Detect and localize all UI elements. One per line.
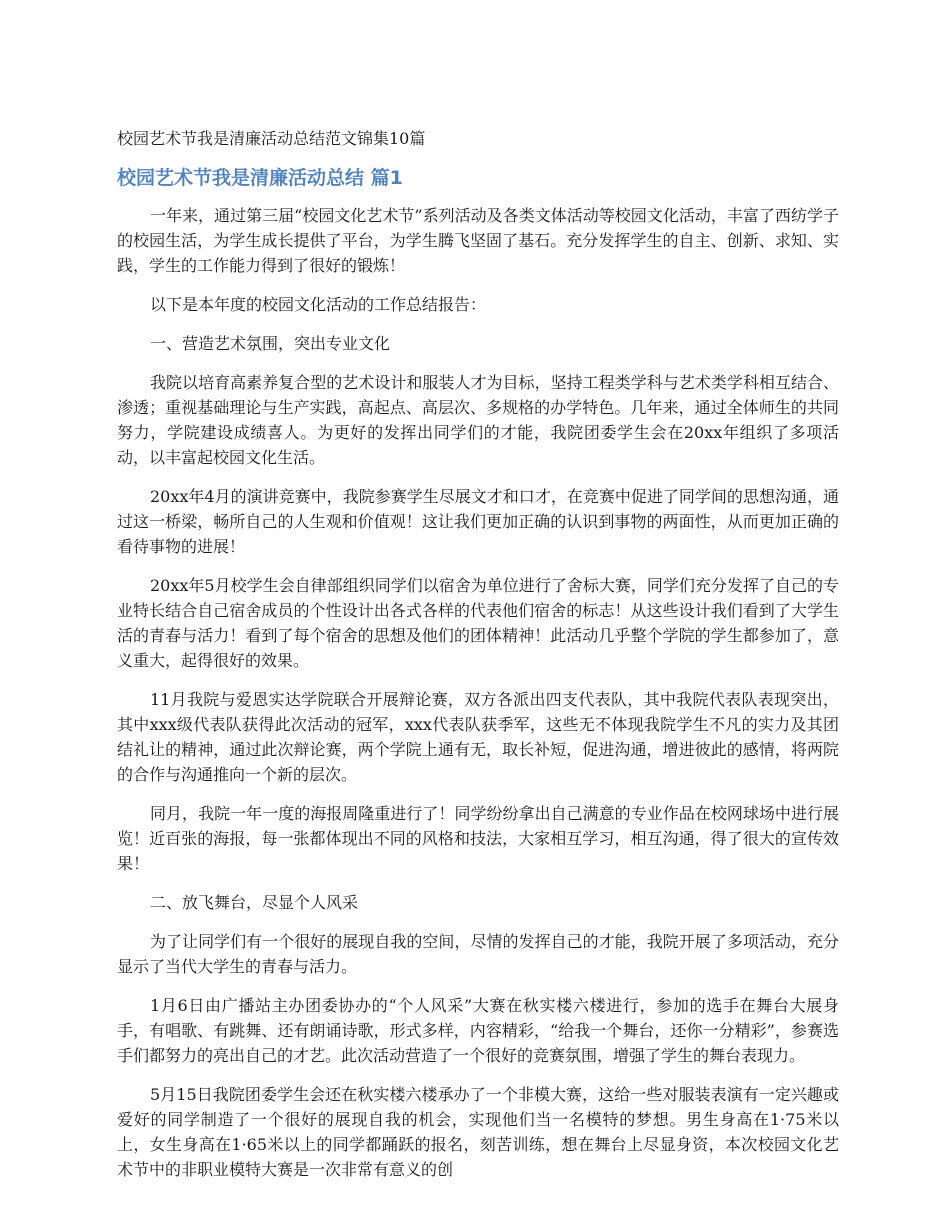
paragraph-4: 20xx年4月的演讲竞赛中，我院参赛学生尽展文才和口才，在竞赛中促进了同学间的思想沟通，通过这一桥梁，畅所自己的人生观和价值观！这让我们更加正确的认识到事物的两面性，从而更加正确的看待事物的进展！ [117,487,839,556]
paragraph-8: 为了让同学们有一个很好的展现自我的空间，尽情的发挥自己的才能，我院开展了多项活动，充分显示了当代大学生的青春与活力。 [117,932,839,976]
subheading-1: 一、营造艺术氛围，突出专业文化 [150,334,391,353]
paragraph-7: 同月，我院一年一度的海报周隆重进行了！同学纷纷拿出自己满意的专业作品在校网球场中进行展览！近百张的海报，每一张都体现出不同的风格和技法，大家相互学习，相互沟通，得了很大的宣传效果！ [117,804,839,873]
document-title: 校园艺术节我是清廉活动总结范文锦集10篇 [117,129,426,148]
paragraph-6: 11月我院与爱恩实达学院联合开展辩论赛，双方各派出四支代表队，其中我院代表队表现突出，其中xxx级代表队获得此次活动的冠军，xxx代表队获季军，这些无不体现我院学生不凡的实力及其团结礼让的精神，通过此次辩论赛，两个学院上通有无，取长补短，促进沟通，增进彼此的感情，将两院的合作与沟通推向一个新的层次。 [117,690,839,784]
section-heading: 校园艺术节我是清廉活动总结 篇1 [117,167,403,189]
paragraph-1: 一年来，通过第三届“校园文化艺术节”系列活动及各类文体活动等校园文化活动，丰富了西纺学子的校园生活，为学生成长提供了平台，为学生腾飞坚固了基石。充分发挥学生的自主、创新、求知、实践，学生的工作能力得到了很好的锻炼！ [117,206,839,275]
paragraph-3: 我院以培育高素养复合型的艺术设计和服装人才为目标，坚持工程类学科与艺术类学科相互结合、渗透；重视基础理论与生产实践，高起点、高层次、多规格的办学特色。几年来，通过全体师生的共同努力，学院建设成绩喜人。为更好的发挥出同学们的才能，我院团委学生会在20xx年组织了多项活动，以丰富起校园文化生活。 [117,373,839,467]
subheading-2: 二、放飞舞台，尽显个人风采 [150,893,359,912]
document-body [117,203,839,1196]
paragraph-5: 20xx年5月校学生会自律部组织同学们以宿舍为单位进行了舍标大赛，同学们充分发挥了自己的专业特长结合自己宿舍成员的个性设计出各式各样的代表他们宿舍的标志！从这些设计我们看到了大学生活的青春与活力！看到了每个宿舍的思想及他们的团体精神！此活动几乎整个学院的学生都参加了，意义重大，起得很好的效果。 [117,576,839,670]
paragraph-9: 1月6日由广播站主办团委协办的“个人风采”大赛在秋实楼六楼进行，参加的选手在舞台大展身手，有唱歌、有跳舞、还有朗诵诗歌，形式多样，内容精彩，“给我一个舞台，还你一分精彩”，参赛选手们都努力的亮出自己的才艺。此次活动营造了一个很好的竞赛氛围，增强了学生的舞台表现力。 [117,996,839,1065]
paragraph-10: 5月15日我院团委学生会还在秋实楼六楼承办了一个非模大赛，这给一些对服装表演有一定兴趣或爱好的同学制造了一个很好的展现自我的机会，实现他们当一名模特的梦想。男生身高在1·75米以上，女生身高在1·65米以上的同学都踊跃的报名，刻苦训练，想在舞台上尽显身资，本次校园文化艺术节中的非职业模特大赛是一次非常有意义的创 [117,1085,839,1179]
paragraph-2: 以下是本年度的校园文化活动的工作总结报告： [150,295,487,314]
